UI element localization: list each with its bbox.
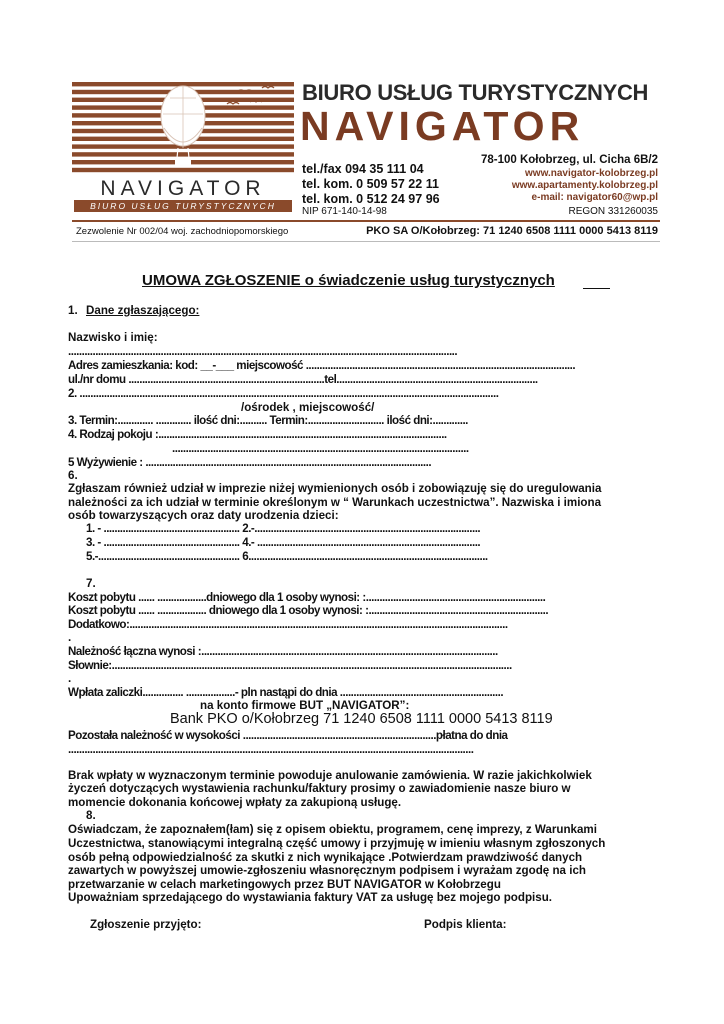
remaining-date-field[interactable]: ..................................................................................................................................................... — [68, 743, 474, 756]
website-2[interactable]: www.apartamenty.kolobrzeg.pl — [511, 180, 658, 191]
notice-text-2: życzeń dotyczących wystawienia rachunku/faktury prosimy o zawiadomienie nasze biuro w — [68, 782, 571, 795]
bank-account-number: Bank PKO o/Kołobrzeg 71 1240 6508 1111 0000 5413 8119 — [170, 711, 553, 727]
logo-panel — [72, 82, 294, 214]
logo-brand: NAVIGATOR — [100, 177, 266, 200]
permit-number: Zezwolenie Nr 002/04 woj. zachodniopomorskiego — [76, 226, 289, 237]
company-title: BIURO USŁUG TURYSTYCZNYCH — [302, 80, 649, 105]
section-1-number: 1. — [68, 304, 78, 317]
notice-text-1: Brak wpłaty w wyznaczonym terminie powoduje anulowanie zamówienia. W razie jakichkolwiek — [68, 769, 592, 782]
section-7-number: 7. — [86, 577, 96, 590]
accepted-by-label: Zgłoszenie przyjęto: — [90, 918, 202, 931]
declaration-text-2: Uczestnictwa, stanowiącymi integralną część umowy i przyjmuję w imieniu własnym zgłoszonych — [68, 837, 606, 850]
title-underline-tail — [583, 288, 610, 289]
extra-field[interactable]: Dodatkowo:........................................................................................................................................... — [68, 618, 508, 631]
section-3-dates-field[interactable]: 3. Termin:............. ............. ilość dni:.......... Termin:............................ ilość dni:............. — [68, 414, 468, 427]
phone-fax: tel./fax 094 35 111 04 — [302, 162, 424, 176]
total-field[interactable]: Należność łączna wynosi :............................................................................................................. — [68, 645, 498, 658]
website-1[interactable]: www.navigator-kolobrzeg.pl — [525, 168, 658, 179]
persons-row-1[interactable]: 1. - .................................................. 2.-................................................................................... — [86, 522, 481, 535]
section-5-board-field[interactable]: 5 Wyżywienie : ......................................................................................................... — [68, 456, 432, 469]
cost-field-2[interactable]: Koszt pobytu ...... .................. dniowego dla 1 osoby wynosi: :.................................................................. — [68, 604, 549, 617]
brand-name: NAVIGATOR — [300, 103, 585, 149]
cost-field-1[interactable]: Koszt pobytu ...... ..................dniowego dla 1 osoby wynosi: :.................................................................. — [68, 591, 546, 604]
client-signature-label: Podpis klienta: — [424, 918, 507, 931]
persons-row-2[interactable]: 3. - .................................................. 4.- .................................................................................. — [86, 536, 481, 549]
section-8-number: 8. — [86, 809, 96, 822]
nip-number: NIP 671-140-14-98 — [302, 206, 387, 217]
bank-account-header: PKO SA O/Kołobrzeg: 71 1240 6508 1111 0000 5413 8119 — [366, 225, 658, 237]
remaining-amount-field[interactable]: Pozostała należność w wysokości .......................................................................płatna do dnia — [68, 729, 508, 742]
address-field[interactable]: Adres zamieszkania: kod: __-___ miejscowość ................................................................................................... — [68, 359, 576, 372]
email-link[interactable]: e-mail: navigator60@wp.pl — [531, 192, 658, 203]
notice-text-3: momencie dokonania końcowej wpłaty za zakupioną usługę. — [68, 796, 402, 809]
section-2-caption: /ośrodek , miejscowość/ — [241, 401, 375, 414]
document-title: UMOWA ZGŁOSZENIE o świadczenie usług turystycznych — [142, 272, 555, 289]
declaration-text-4: zawartych w powyższej umowie-zgłoszeniu własnoręcznym podpisem i wyrażam zgodę na ich — [68, 864, 586, 877]
regon-number: REGON 331260035 — [568, 206, 658, 217]
dot-separator-1: . — [68, 631, 72, 644]
header-bottom-rule — [72, 241, 660, 242]
declaration-text-1: Oświadczam, że zapoznałem(łam) się z opisem obiektu, programem, cenę imprezy, z Warunkami — [68, 823, 597, 836]
phone-mobile-1: tel. kom. 0 509 57 22 11 — [302, 177, 439, 191]
phone-mobile-2: tel. kom. 0 512 24 97 96 — [302, 192, 440, 206]
name-label: Nazwisko i imię: — [68, 331, 158, 344]
address: 78-100 Kołobrzeg, ul. Cicha 6B/2 — [480, 154, 658, 166]
name-field[interactable]: ............................................................................................................................................... — [68, 345, 458, 358]
amount-in-words-field[interactable]: Słownie:................................................................................................................................................... — [68, 659, 512, 672]
company-account-label: na konto firmowe BUT „NAVIGATOR”: — [200, 699, 410, 712]
section-4-room-field-cont[interactable]: ............................................................................................................. — [172, 442, 469, 455]
declaration-text-6: Upoważniam sprzedającego do wystawiania faktury VAT za usługę bez mojego podpisu. — [68, 891, 553, 904]
section-1-label: Dane zgłaszającego: — [86, 304, 200, 317]
declaration-text-5: przetwarzanie w celach marketingowych przez BUT NAVIGATOR w Kołobrzegu — [68, 878, 501, 891]
street-phone-field[interactable]: ul./nr domu ........................................................................tel.......................................................................... — [68, 373, 538, 386]
section-4-room-field[interactable]: 4. Rodzaj pokoju :.......................................................................................................... — [68, 428, 447, 441]
section-2-field[interactable]: 2. .......................................................................................................................................................... — [68, 387, 499, 400]
section-6-text-3: osób towarzyszących oraz daty urodzenia dzieci: — [68, 509, 339, 522]
persons-row-3[interactable]: 5.-.................................................... 6........................................................................................ — [86, 550, 488, 563]
section-6-text-2: należności za ich udział w terminie określonym w “ Warunkach uczestnictwa”. Nazwiska i imiona — [68, 496, 602, 509]
section-6-number: 6. — [68, 469, 78, 482]
dot-separator-2: . — [68, 672, 72, 685]
logo-tagline: BIURO USŁUG TURYSTYCZNYCH — [90, 201, 276, 211]
declaration-text-3: osób pełną odpowiedzialność za skutki z nich wynikające .Potwierdzam prawdziwość danych — [68, 851, 583, 864]
header-divider — [72, 220, 660, 222]
section-6-text-1: Zgłaszam również udział w imprezie niżej wymienionych osób i zobowiązuję się do uregulowania — [68, 482, 602, 495]
advance-payment-field[interactable]: Wpłata zaliczki............... ..................- pln nastąpi do dnia ............................................................ — [68, 686, 504, 699]
